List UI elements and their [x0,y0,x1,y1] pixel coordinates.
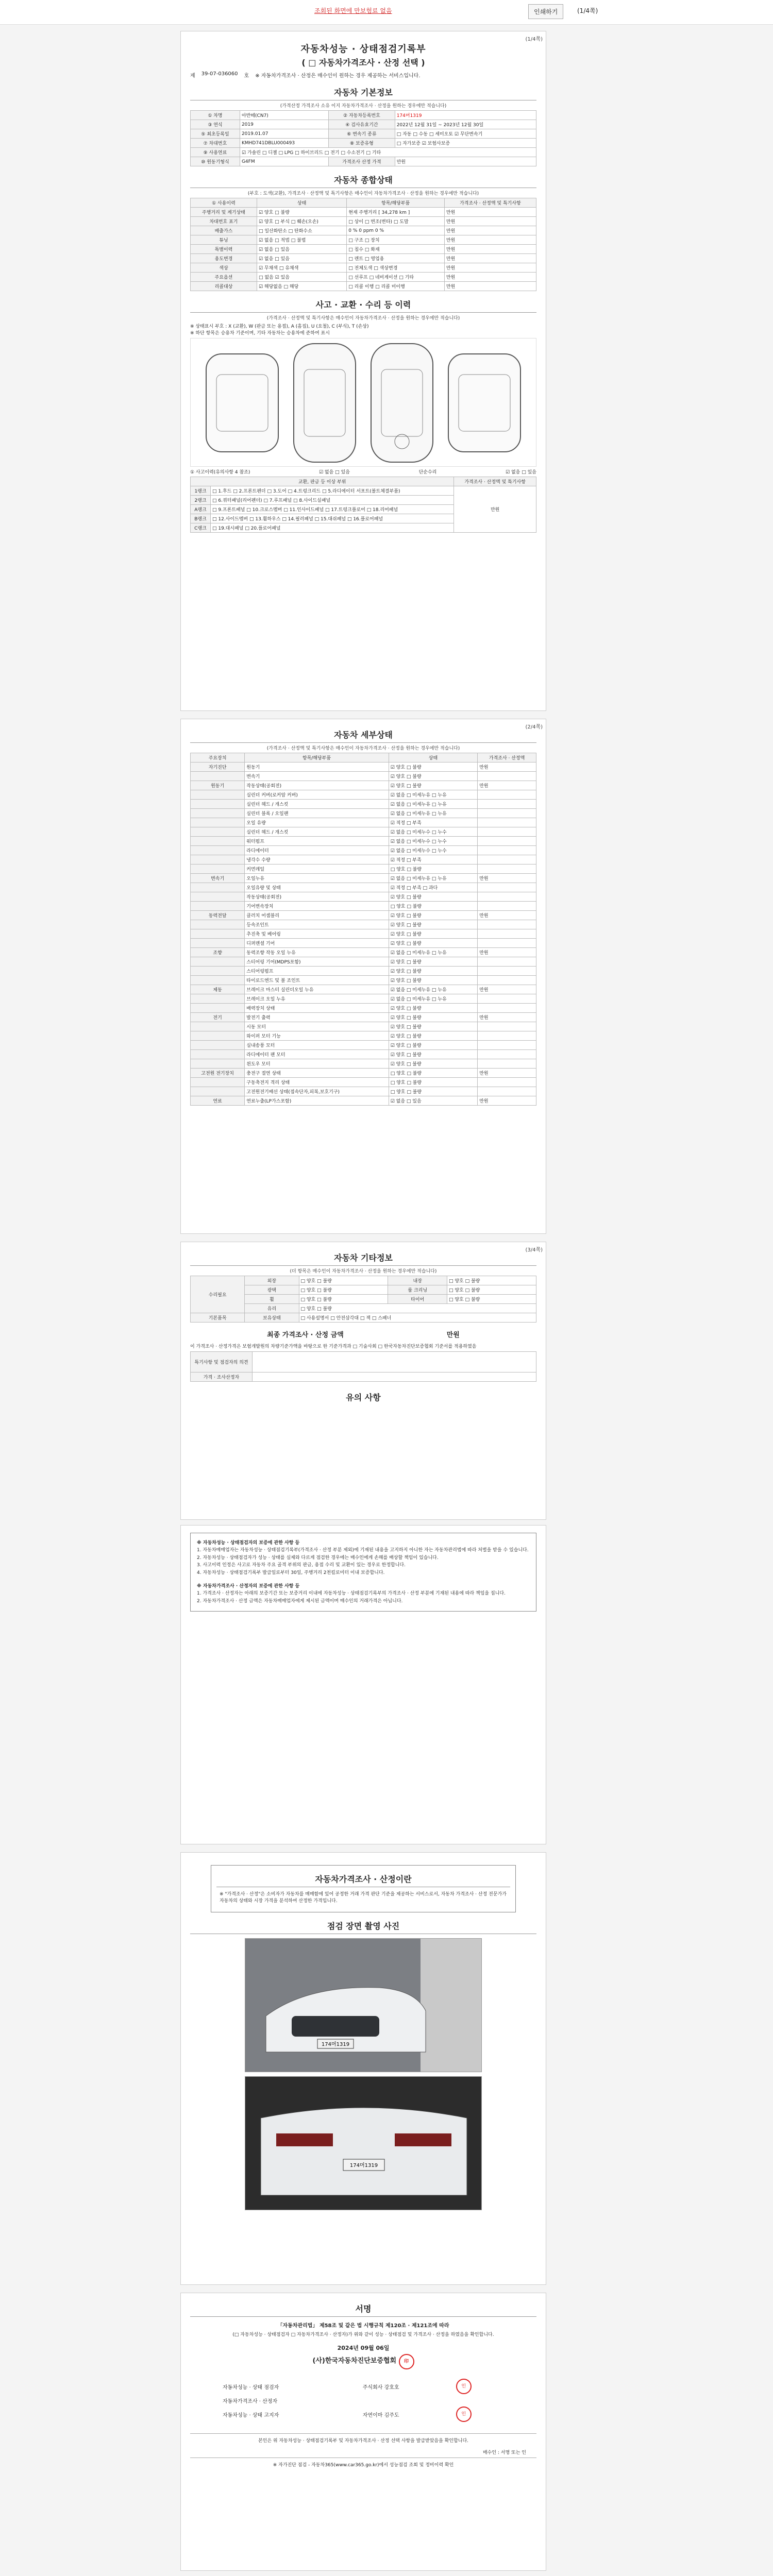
table-row: 작동상태(공회전) ☑ 양호 □ 불량 [191,892,536,902]
table-row: 배력장치 상태 ☑ 양호 □ 불량 [191,1004,536,1013]
table-row: 원동기 작동상태(공회전) ☑ 양호 □ 불량 만원 [191,781,536,790]
table-row: 와이퍼 모터 기능 ☑ 양호 □ 불량 [191,1031,536,1041]
page-indicator: (1/4쪽) [577,7,598,14]
table-row: 디퍼렌셜 기어 ☑ 양호 □ 불량 [191,939,536,948]
svg-text:174머1319: 174머1319 [321,2042,350,2047]
print-button[interactable]: 인쇄하기 [528,4,563,19]
accident-tier-table: 교환, 판금 등 이상 부위 가격조사 · 산정액 및 특기사항 1랭크 □ 1.후드 □ 2.프론트펜더 □ 3.도어 □ 4.트렁크리드 □ 5.라디에이터 서포트(볼트체결부품) 만원 2랭크 □ 6.쿼터패널(리어펜더) □ 7.루프패널 □ 8.사이드실패널 A랭크 □ 9.프론트패널 □ 10.크로스멤버 □ 11.인사이드패널 □ 17.트렁크플로어 □ 18.리어패널 B랭크 □ 12.사이드멤버 □ 13.휠하우스 □ 14.필러패널 □ 15.대쉬패널 □ 16.플로어패널 C랭크 □ 19.대시패널 □ 20.플로어패널 [190,477,536,533]
table-row: 조향 동력조향 작동 오일 누유 ☑ 없음 □ 미세누유 □ 누유 만원 [191,948,536,957]
rear-photo [245,2076,482,2210]
page-number: (2/4쪽) [525,724,543,730]
car-outline-diagram [191,338,536,465]
table-row: 고전원전기배선 상태(접속단자,피복,보호기구) □ 양호 □ 불량 [191,1087,536,1096]
summary-section: 자동차 종합상태 (부호 : 도색(교환), 가격조사 · 산정액 및 특기사항은 매수인이 자동차가격조사 · 산정을 원하는 경우에만 적습니다) ① 사용이력 상태 항목/해당부품 가격조사 · 산정액 및 특기사항 주행거리 및 계기상태 ☑ 양호 □ 불량 현재 주행거리 [ 34,278 km ] 만원 차대번호 표기 ☑ 양호 □ 부식 □ 훼손(오손) □ 상이 □ 변조(변타) □ 도말 만원 배출가스 □ 일산화탄소 □ 탄화수소 0 % 0 ppm 0 % 만원 튜닝 ☑ 없음 □ 적법 □ 불법 □ 구조 □ 장치 만원 특별이력 ☑ 없음 □ 있음 □ 침수 □ 화재 만원 용도변경 ☑ 없음 □ 있음 □ 렌트 □ 영업용 만원 색상 ☑ 무채색 □ 유채색 □ 전체도색 □ 색상변경 만원 주요옵션 □ 없음 ☑ 있음 □ 선루프 □ 네비게이션 □ 기타 만원 리콜대상 ☑ 해당없음 □ 해당 □ 리콜 이행 □ 리콜 미이행 만원 [190,172,536,291]
page-3: (3/4쪽) 자동차 기타정보 (더 항목은 매수인이 자동차가격조사 · 산정을 원하는 경우에만 적습니다) 수리필요 외장 □ 양호 □ 불량 내장 □ 양호 □ 불량 광택 □ 양호 □ 불량 룸 크리닝 □ 양호 □ 불량 휠 □ 양호 □ 불량 타이어 □ 양호 □ 불량 유리 □ 양호 □ 불량 기본품목 보유상태 □ 사용설명서 □ 안전삼각대 □ 잭 □ 스패너 최종 가격조사 · 산정 금액 만원 이 가격조사 · 산정가격은 보험개발원의 차량기준가액을 바탕으로 한 기준가격과 □ 기술사회 □ 한국자동차진단보증협회 기준서를 적용하였음 특기사항 및 점검자의 의견 가격 · 조사산정자 유의 사항 [180,1242,546,1520]
car-diagram [190,338,536,467]
table-row: A랭크 □ 9.프론트패널 □ 10.크로스멤버 □ 11.인사이드패널 □ 17.트렁크플로어 □ 18.리어패널 [191,505,536,514]
table-row: 자동차성능 · 상태 고지자 자연이마 김주도 인 [221,2405,498,2423]
table-row: 리콜대상 ☑ 해당없음 □ 해당 □ 리콜 이행 □ 리콜 미이행 만원 [191,282,536,291]
document-number: 제 39-07-036060 호 ※ 자동차가격조사 · 산정은 매수인이 원하는 경우 제공하는 서비스입니다. [190,71,421,79]
table-row: 튜닝 ☑ 없음 □ 적법 □ 불법 □ 구조 □ 장치 만원 [191,235,536,245]
table-row: 고전원 전기장치 충전구 절연 상태 □ 양호 □ 불량 만원 [191,1069,536,1078]
table-row: 차대번호 표기 ☑ 양호 □ 부식 □ 훼손(오손) □ 상이 □ 변조(변타) □ 도말 만원 [191,217,536,226]
guide-box: 자동차가격조사 · 산정이란 ※ "가격조사 · 산정"은 소비자가 자동차를 매매함에 있어 공정한 거래 가격 판단 기준을 제공하는 서비스로서, 자동차 가격조사 · 산정 전문가가 자동차의 상태와 시장 가격을 분석하여 산정한 가격입니다. [211,1865,516,1912]
table-row: 스티어링펌프 ☑ 양호 □ 불량 [191,967,536,976]
notice-link[interactable]: 조회된 화면에 만보험료 없음 [314,7,392,14]
notices-box: ※ 자동차성능 · 상태점검자의 보증에 관한 사항 등 1. 자동차매매업자는 자동차성능 · 상태점검기록부(가격조사 · 산정 부분 제외)에 기재된 내용을 고지하지 아니한 자는 자동차관리법에 따라 처벌을 받을 수 있습니다. 2. 자동차성능 · 상태점검자가 성능 · 상태를 실제와 다르게 점검한 경우에는 매수인에게 손해를 배상할 책임이 있습니다. 3. 사고이력 인정은 사고로 자동차 주요 골격 부위의 판금, 용접 수리 및 교환이 있는 경우로 한정합니다. 4. 자동차성능 · 상태점검기록부 발급일로부터 30일, 주행거리 2천킬로미터 이내 보증합니다. ※ 자동차가격조사 · 산정자의 보증에 관한 사항 등 1. 가격조사 · 산정자는 아래의 보증기간 또는 보증거리 이내에 자동차성능 · 상태점검기록부의 가격조사 · 산정 부분에 기재된 내용에 따라 책임을 집니다. 2. 자동차가격조사 · 산정 금액은 자동차매매업자에게 제시된 금액이며 매수인의 거래가격은 아닙니다. [190,1533,536,1612]
document-subtitle: ( □ 자동차가격조사 · 산정 선택 ) [301,58,425,67]
table-row: 오일 유량 ☑ 적정 □ 부족 [191,818,536,827]
special-notes-table: 특기사항 및 점검자의 의견 가격 · 조사산정자 [190,1351,536,1382]
table-row: 실린더 헤드 / 개스킷 ☑ 없음 □ 미세누수 □ 누수 [191,827,536,837]
table-row: B랭크 □ 12.사이드멤버 □ 13.휠하우스 □ 14.필러패널 □ 15.대쉬패널 □ 16.플로어패널 [191,514,536,523]
table-row: 오일유량 및 상태 ☑ 적정 □ 부족 □ 과다 [191,883,536,892]
table-row: C랭크 □ 19.대시패널 □ 20.플로어패널 [191,523,536,533]
table-row: 변속기 오일누유 ☑ 없음 □ 미세누유 □ 누유 만원 [191,874,536,883]
table-row: 자동차가격조사 · 산정자 [223,2398,278,2404]
table-row: 변속기 ☑ 양호 □ 불량 [191,772,536,781]
table-row: 실린더 블록 / 오일팬 ☑ 없음 □ 미세누유 □ 누유 [191,809,536,818]
table-row: 전기 발전기 출력 ☑ 양호 □ 불량 만원 [191,1013,536,1022]
table-row: 등속조인트 ☑ 양호 □ 불량 [191,920,536,929]
table-row: 커먼레일 □ 양호 □ 불량 [191,865,536,874]
table-row: 동력전달 클러치 어셈블리 ☑ 양호 □ 불량 만원 [191,911,536,920]
table-row: 주행거리 및 계기상태 ☑ 양호 □ 불량 현재 주행거리 [ 34,278 km ] 만원 [191,208,536,217]
table-row: 2랭크 □ 6.쿼터패널(리어펜더) □ 7.루프패널 □ 8.사이드실패널 [191,496,536,505]
table-row: 냉각수 수량 ☑ 적정 □ 부족 [191,855,536,865]
page-number: (3/4쪽) [525,1247,543,1253]
notices-page [180,1525,546,1844]
table-row: 용도변경 ☑ 없음 □ 있음 □ 렌트 □ 영업용 만원 [191,254,536,263]
seal-stamp: 印 [399,2354,414,2369]
front-photo [245,1938,482,2072]
document-title: 자동차성능 · 상태점검기록부 [300,44,426,55]
detail-table: 주요장치 항목/해당부품 상태 가격조사 · 산정액 자기진단 원동기 ☑ 양호 □ 불량 만원 변속기 ☑ 양호 □ 불량 원동기 작동상태(공회전) ☑ 양호 □ 불량 만원 실린더 커버(로커암 커버) ☑ 없음 □ 미세누유 □ 누유 실린더 헤드 / 개스킷 ☑ 없음 □ 미세누유 □ 누유 실린더 블록 / 오일팬 ☑ 없음 □ 미세누유 □ 누유 오일 유량 ☑ 적정 □ 부족 실린더 헤드 / 개스킷 ☑ 없음 □ 미세누수 □ 누수 워터펌프 ☑ 없음 □ 미세누수 □ 누수 라디에이터 ☑ 없음 □ 미세누수 □ 누수 냉각수 수량 ☑ 적정 □ 부족 커먼레일 □ 양호 □ 불량 변속기 오일누유 ☑ 없음 □ 미세누유 □ 누유 만원 오일유량 및 상태 ☑ 적정 □ 부족 □ 과다 작동상태(공회전) ☑ 양호 □ 불량 기어변속장치 □ 양호 □ 불량 동력전달 클러치 어셈블리 ☑ 양호 □ 불량 만원 등속조인트 ☑ 양호 □ 불량 추진축 및 베어링 ☑ 양호 □ 불량 디퍼렌셜 기어 ☑ 양호 □ 불량 조향 동력조향 작동 오일 누유 ☑ 없음 □ 미세누유 □ 누유 만원 스티어링 기어(MDPS포함) ☑ 양호 □ 불량 스티어링펌프 ☑ 양호 □ 불량 타이로드엔드 및 볼 조인트 ☑ 양호 □ 불량 제동 브레이크 마스터 실린더오일 누유 ☑ 없음 □ 미세누유 □ 누유 만원 브레이크 오일 누유 ☑ 없음 □ 미세누유 □ 누유 배력장치 상태 ☑ 양호 □ 불량 전기 발전기 출력 ☑ 양호 □ 불량 만원 시동 모터 ☑ 양호 □ 불량 와이퍼 모터 기능 ☑ 양호 □ 불량 실내송풍 모터 ☑ 양호 □ 불량 라디에이터 팬 모터 ☑ 양호 □ 불량 윈도우 모터 ☑ 양호 □ 불량 고전원 전기장치 충전구 절연 상태 □ 양호 □ 불량 만원 구동축전지 격리 상태 □ 양호 □ 불량 고전원전기배선 상태(접속단자,피복,보호기구) □ 양호 □ 불량 연료 연료누출(LP가스포함) ☑ 없음 □ 있음 만원 [190,753,536,1106]
svg-text:174머1319: 174머1319 [349,2163,378,2168]
table-row: 기어변속장치 □ 양호 □ 불량 [191,902,536,911]
basic-info-table: ① 차명 아반떼(CN7) ② 자동차등록번호 174머1319 ③ 연식 2019 ④ 검사유효기간 2022년 12월 31일 ~ 2023년 12월 30일 ⑤ 최초등록일 2019.01.07 ⑥ 변속기 종류 □ 자동 □ 수동 □ 세미오토 ☑ 무단변속기 ⑦ 차대번호 KMHD741DBLU000493 ⑧ 보증유형 □ 자가보증 ☑ 보험사보증 ⑨ 사용연료 ☑ 가솔린 □ 디젤 □ LPG □ 하이브리드 □ 전기 □ 수소전기 □ 기타 ⑩ 원동기형식 G4FM 가격조사 산정 가격 만원 [190,110,536,166]
table-row: 스티어링 기어(MDPS포함) ☑ 양호 □ 불량 [191,957,536,967]
table-row: 추진축 및 베어링 ☑ 양호 □ 불량 [191,929,536,939]
table-row: 라디에이터 팬 모터 ☑ 양호 □ 불량 [191,1050,536,1059]
accident-section: 사고 · 교환 · 수리 등 이력 (가격조사 · 산정액 및 특기사항은 매수인이 자동차가격조사 · 산정을 원하는 경우에만 적습니다) ※ 상태표시 부호 : X (교환), W (판금 또는 용접), A (흠집), U (요철), C (부식), T (손상) ※ 하단 항목은 승용차 기준이며, 기타 자동차는 승용차에 준하여 표시 ① 사고이력(유의사항 4 참조) ☑ 없음 □ 있음 단순수리 ☑ 없음 □ 있음 교환, 판금 등 이상 부위 가격조사 · 산정액 및 특기사항 1랭크 □ 1.후드 □ 2.프론트펜더 □ 3.도어 □ 4.트렁크리드 □ 5.라디에이터 서포트(볼트체결부품) 만원 2랭크 □ 6.쿼터패널(리어펜더) □ 7.루프패널 □ 8.사이드실패널 A랭크 □ 9.프론트패널 □ 10.크로스멤버 □ 11.인사이드패널 □ 17.트렁크플로어 □ 18.리어패널 B랭크 □ 12.사이드멤버 □ 13.휠하우스 □ 14.필러패널 □ 15.대쉬패널 □ 16.플로어패널 C랭크 □ 19.대시패널 □ 20.플로어패널 [190,296,536,533]
table-row: 연료 연료누출(LP가스포함) ☑ 없음 □ 있음 만원 [191,1096,536,1106]
other-info-table: 수리필요 외장 □ 양호 □ 불량 내장 □ 양호 □ 불량 광택 □ 양호 □ 불량 룸 크리닝 □ 양호 □ 불량 휠 □ 양호 □ 불량 타이어 □ 양호 □ 불량 유리 □ 양호 □ 불량 기본품목 보유상태 □ 사용설명서 □ 안전삼각대 □ 잭 □ 스패너 [190,1276,536,1323]
table-row: 실린더 커버(로커암 커버) ☑ 없음 □ 미세누유 □ 누유 [191,790,536,800]
issuer-org: (사)한국자동차진단보증협회 印 [190,2354,536,2369]
table-row: 제동 브레이크 마스터 실린더오일 누유 ☑ 없음 □ 미세누유 □ 누유 만원 [191,985,536,994]
photos-page: 자동차가격조사 · 산정이란 ※ "가격조사 · 산정"은 소비자가 자동차를 매매함에 있어 공정한 거래 가격 판단 기준을 제공하는 서비스로서, 자동차 가격조사 · 산정 전문가가 자동차의 상태와 시장 가격을 분석하여 산정한 가격입니다. 점검 장면 촬영 사진 174머1319 174머1319 [180,1852,546,2285]
table-row: 타이로드엔드 및 볼 조인트 ☑ 양호 □ 불량 [191,976,536,985]
table-row: 브레이크 오일 누유 ☑ 없음 □ 미세누유 □ 누유 [191,994,536,1004]
table-row: 라디에이터 ☑ 없음 □ 미세누수 □ 누수 [191,846,536,855]
signature-table [221,2378,498,2423]
table-row: 구동축전지 격리 상태 □ 양호 □ 불량 [191,1078,536,1087]
signature-page: 서명 「자동차관리법」 제58조 및 같은 법 시행규칙 제120조 · 제121조에 따라 (□ 자동차성능 · 상태점검자 □ 자동차가격조사 · 산정자)가 위와 같이 성능 · 상태점검 및 가격조사 · 산정을 하였음을 확인합니다. 2024년 09월 06일 (사)한국자동차진단보증협회 印 자동차성능 · 상태 점검자 주식회사 강호호 인 자동차가격조사 · 산정자 자동차성능 · 상태 고지자 자연이마 김주도 인 본인은 위 자동차성능 · 상태점검기록부 및 자동차가격조사 · 산정 선택 사항을 발급받았음을 확인합니다. 매수인 : 서명 또는 인 ※ 자가진단 점검 - 자동차365(www.car365.go.kr)에서 성능점검 조회 및 정비이력 확인 [180,2293,546,2571]
table-row: 색상 ☑ 무채색 □ 유채색 □ 전체도색 □ 색상변경 만원 [191,263,536,273]
table-row: 1랭크 □ 1.후드 □ 2.프론트펜더 □ 3.도어 □ 4.트렁크리드 □ 5.라디에이터 서포트(볼트체결부품) 만원 [191,486,536,496]
basic-info-section: 자동차 기본정보 (가격산정 가격조사 소유 이지 자동차가격조사 · 산정을 원하는 경우에만 적습니다) ① 차명 아반떼(CN7) ② 자동차등록번호 174머1319 ③ 연식 2019 ④ 검사유효기간 2022년 12월 31일 ~ 2023년 12월 30일 ⑤ 최초등록일 2019.01.07 ⑥ 변속기 종류 □ 자동 □ 수동 □ 세미오토 ☑ 무단변속기 ⑦ 차대번호 KMHD741DBLU000493 ⑧ 보증유형 □ 자가보증 ☑ 보험사보증 ⑨ 사용연료 ☑ 가솔린 □ 디젤 □ LPG □ 하이브리드 □ 전기 □ 수소전기 □ 기타 ⑩ 원동기형식 G4FM 가격조사 산정 가격 만원 [190,84,536,166]
table-row: 실린더 헤드 / 개스킷 ☑ 없음 □ 미세누유 □ 누유 [191,800,536,809]
issue-date: 2024년 09월 06일 [337,2345,390,2351]
page-2: (2/4쪽) 자동차 세부상태 (가격조사 · 산정액 및 특기사항은 매수인이 자동차가격조사 · 산정을 원하는 경우에만 적습니다) 주요장치 항목/해당부품 상태 가격조사 · 산정액 자기진단 원동기 ☑ 양호 □ 불량 만원 변속기 ☑ 양호 □ 불량 원동기 작동상태(공회전) ☑ 양호 □ 불량 만원 실린더 커버(로커암 커버) ☑ 없음 □ 미세누유 □ 누유 실린더 헤드 / 개스킷 ☑ 없음 □ 미세누유 □ 누유 실린더 블록 / 오일팬 ☑ 없음 □ 미세누유 □ 누유 오일 유량 ☑ 적정 □ 부족 실린더 헤드 / 개스킷 ☑ 없음 □ 미세누수 □ 누수 워터펌프 ☑ 없음 □ 미세누수 □ 누수 라디에이터 ☑ 없음 □ 미세누수 □ 누수 냉각수 수량 ☑ 적정 □ 부족 커먼레일 □ 양호 □ 불량 변속기 오일누유 ☑ 없음 □ 미세누유 □ 누유 만원 오일유량 및 상태 ☑ 적정 □ 부족 □ 과다 작동상태(공회전) ☑ 양호 □ 불량 기어변속장치 □ 양호 □ 불량 동력전달 클러치 어셈블리 ☑ 양호 □ 불량 만원 등속조인트 ☑ 양호 □ 불량 추진축 및 베어링 ☑ 양호 □ 불량 디퍼렌셜 기어 ☑ 양호 □ 불량 조향 동력조향 작동 오일 누유 ☑ 없음 □ 미세누유 □ 누유 만원 스티어링 기어(MDPS포함) ☑ 양호 □ 불량 스티어링펌프 ☑ 양호 □ 불량 타이로드엔드 및 볼 조인트 ☑ 양호 □ 불량 제동 브레이크 마스터 실린더오일 누유 ☑ 없음 □ 미세누유 □ 누유 만원 브레이크 오일 누유 ☑ 없음 □ 미세누유 □ 누유 배력장치 상태 ☑ 양호 □ 불량 전기 발전기 출력 ☑ 양호 □ 불량 만원 시동 모터 ☑ 양호 □ 불량 와이퍼 모터 기능 ☑ 양호 □ 불량 실내송풍 모터 ☑ 양호 □ 불량 라디에이터 팬 모터 ☑ 양호 □ 불량 윈도우 모터 ☑ 양호 □ 불량 고전원 전기장치 충전구 절연 상태 □ 양호 □ 불량 만원 구동축전지 격리 상태 □ 양호 □ 불량 고전원전기배선 상태(접속단자,피복,보호기구) □ 양호 □ 불량 연료 연료누출(LP가스포함) ☑ 없음 □ 있음 만원 [180,719,546,1234]
accident-summary-row: ① 사고이력(유의사항 4 참조) ☑ 없음 □ 있음 단순수리 ☑ 없음 □ 있음 [190,470,536,475]
top-toolbar [0,0,773,25]
final-price-row: 최종 가격조사 · 산정 금액 만원 [267,1331,460,1339]
table-row: 윈도우 모터 ☑ 양호 □ 불량 [191,1059,536,1069]
page-number: (1/4쪽) [525,37,543,42]
table-row: 시동 모터 ☑ 양호 □ 불량 [191,1022,536,1031]
summary-table: ① 사용이력 상태 항목/해당부품 가격조사 · 산정액 및 특기사항 주행거리 및 계기상태 ☑ 양호 □ 불량 현재 주행거리 [ 34,278 km ] 만원 차대번호 표기 ☑ 양호 □ 부식 □ 훼손(오손) □ 상이 □ 변조(변타) □ 도말 만원 배출가스 □ 일산화탄소 □ 탄화수소 0 % 0 ppm 0 % 만원 튜닝 ☑ 없음 □ 적법 □ 불법 □ 구조 □ 장치 만원 특별이력 ☑ 없음 □ 있음 □ 침수 □ 화재 만원 용도변경 ☑ 없음 □ 있음 □ 렌트 □ 영업용 만원 색상 ☑ 무채색 □ 유채색 □ 전체도색 □ 색상변경 만원 주요옵션 □ 없음 ☑ 있음 □ 선루프 □ 네비게이션 □ 기타 만원 리콜대상 ☑ 해당없음 □ 해당 □ 리콜 이행 □ 리콜 미이행 만원 [190,198,536,291]
table-row: 자동차성능 · 상태 점검자 주식회사 강호호 인 [221,2378,498,2395]
detail-title: 자동차 세부상태 [190,726,536,743]
table-row: 배출가스 □ 일산화탄소 □ 탄화수소 0 % 0 ppm 0 % 만원 [191,226,536,235]
table-row: 실내송풍 모터 ☑ 양호 □ 불량 [191,1041,536,1050]
page-1 [180,31,546,711]
table-row: 워터펌프 ☑ 없음 □ 미세누수 □ 누수 [191,837,536,846]
table-row: 주요옵션 □ 없음 ☑ 있음 □ 선루프 □ 네비게이션 □ 기타 만원 [191,273,536,282]
table-row: 특별이력 ☑ 없음 □ 있음 □ 침수 □ 화재 만원 [191,245,536,254]
table-row: 자기진단 원동기 ☑ 양호 □ 불량 만원 [191,762,536,772]
